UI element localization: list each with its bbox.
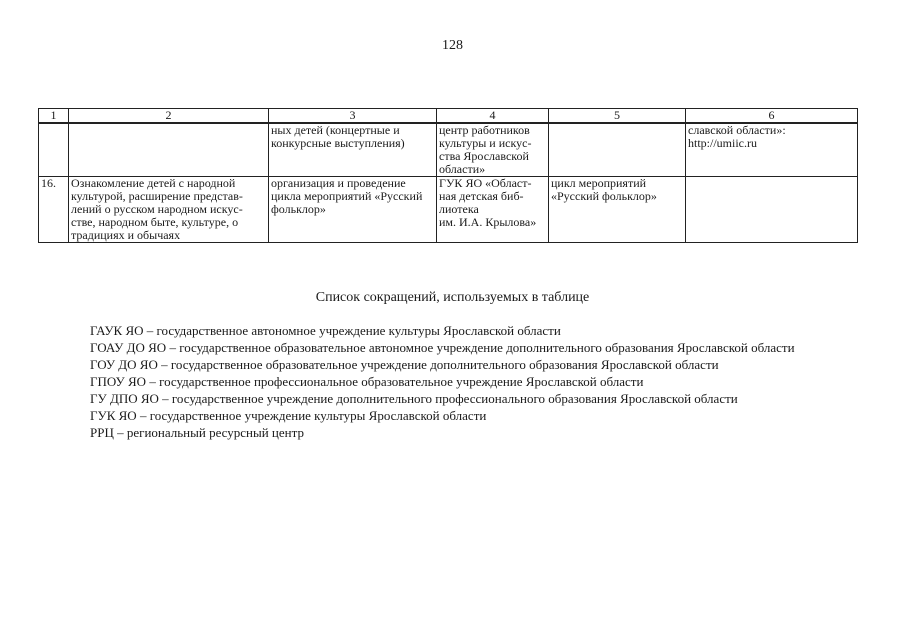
table-cell: Ознакомление детей с народной культурой, расширение представ- лений о русском народном искус- стве, народном быте, культуре, о традициях и обычаях	[69, 177, 269, 243]
abbreviation-item: ГОАУ ДО ЯО – государственное образовательное автономное учреждение дополнительного образования Ярославской области	[90, 340, 795, 355]
abbreviation-item: ГУ ДПО ЯО – государственное учреждение дополнительного профессионального образования Ярославской области	[90, 391, 738, 406]
abbreviation-item: ГУК ЯО – государственное учреждение культуры Ярославской области	[90, 408, 487, 423]
abbreviation-item: РРЦ – региональный ресурсный центр	[90, 425, 304, 440]
table-cell: центр работников культуры и искус- ства Ярославской области»	[437, 123, 549, 177]
page-number: 128	[442, 38, 463, 53]
table-cell	[69, 123, 269, 177]
table-cell: цикл мероприятий «Русский фольклор»	[549, 177, 686, 243]
abbreviations-title: Список сокращений, используемых в таблице	[315, 290, 590, 305]
events-table	[38, 108, 858, 243]
column-header: 4	[437, 109, 549, 124]
abbreviation-item: ГАУК ЯО – государственное автономное учреждение культуры Ярославской области	[90, 323, 561, 338]
abbreviation-item: ГПОУ ЯО – государственное профессиональное образовательное учреждение Ярославской области	[90, 374, 644, 389]
column-header: 6	[686, 109, 858, 124]
column-header: 2	[69, 109, 269, 124]
table-cell: ГУК ЯО «Област- ная детская биб- лиотека им. И.А. Крылова»	[437, 177, 549, 243]
table-cell: славской области»: http://umiic.ru	[686, 123, 858, 177]
column-header: 1	[39, 109, 69, 124]
table-cell: 16.	[39, 177, 69, 243]
table-header-row	[39, 109, 858, 124]
abbreviation-item: ГОУ ДО ЯО – государственное образовательное учреждение дополнительного образования Ярославской области	[90, 357, 719, 372]
table-row	[39, 177, 858, 243]
table-cell	[39, 123, 69, 177]
table-cell: организация и проведение цикла мероприятий «Русский фольклор»	[269, 177, 437, 243]
column-header: 3	[269, 109, 437, 124]
column-header: 5	[549, 109, 686, 124]
table-cell	[686, 177, 858, 243]
table-row	[39, 123, 858, 177]
table-cell: ных детей (концертные и конкурсные выступления)	[269, 123, 437, 177]
abbreviations-list	[60, 322, 850, 441]
table-cell	[549, 123, 686, 177]
